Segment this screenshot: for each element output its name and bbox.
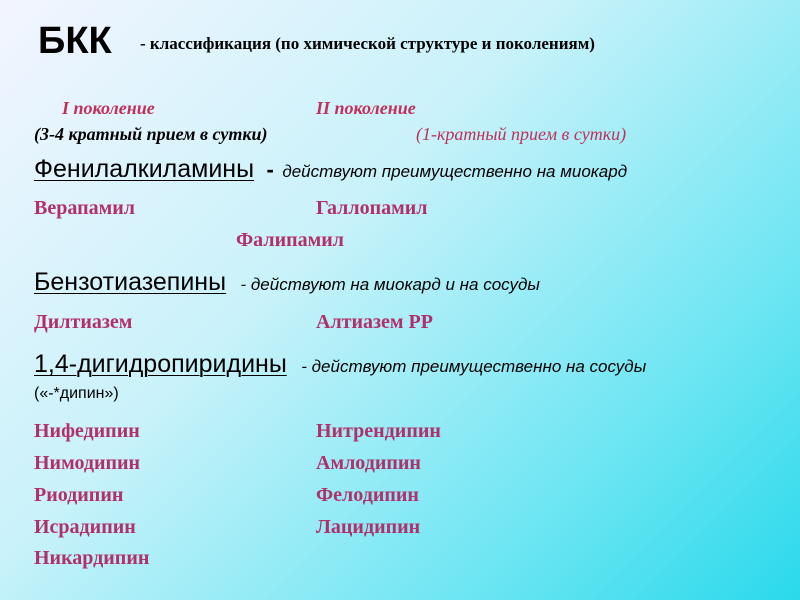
generation-2-label: II поколение	[316, 98, 416, 118]
generation-1-dosing: (3-4 кратный прием в сутки)	[34, 124, 268, 144]
class-name-benzothiazepines: Бензотиазепины	[34, 268, 227, 296]
drug-gen1: Исрадипин	[34, 516, 136, 538]
drug-gen2: Фелодипин	[316, 484, 419, 506]
drug-gen2: Галлопамил	[316, 197, 428, 219]
slide-title: БКК	[38, 20, 112, 62]
class-dash: -	[266, 157, 274, 182]
drug-gen2: Фалипамил	[236, 229, 344, 251]
drug-gen1: Риодипин	[34, 484, 124, 506]
class-row-benzothiazepines	[34, 268, 540, 297]
drug-gen1: Дилтиазем	[34, 311, 133, 333]
drug-gen2: Амлодипин	[316, 452, 421, 474]
slide-subtitle: - классификация (по химической структуре и поколениям)	[140, 34, 595, 53]
class-row-phenylalkylamines	[34, 155, 627, 184]
drug-gen2: Нитрендипин	[316, 420, 441, 442]
class-desc-benzothiazepines: - действуют на миокард и на сосуды	[240, 275, 540, 294]
drug-gen1: Нифедипин	[34, 420, 140, 442]
dihydropyridines-suffix-note: («-*дипин»)	[34, 385, 119, 402]
generation-2-dosing: (1-кратный прием в сутки)	[416, 124, 627, 144]
drug-gen1: Верапамил	[34, 197, 135, 219]
class-name-phenylalkylamines: Фенилалкиламины	[34, 155, 255, 183]
generation-1-label: I поколение	[62, 98, 155, 118]
drug-gen1: Никардипин	[34, 547, 150, 569]
drug-gen2: Алтиазем РР	[316, 311, 433, 333]
class-name-dihydropyridines: 1,4-дигидропиридины	[34, 350, 287, 378]
drug-gen1: Нимодипин	[34, 452, 141, 474]
class-desc-dihydropyridines: - действуют преимущественно на сосуды	[301, 357, 647, 376]
class-row-dihydropyridines	[34, 350, 646, 379]
class-desc-phenylalkylamines: действуют преимущественно на миокард	[282, 162, 628, 181]
drug-gen2: Лацидипин	[316, 516, 421, 538]
